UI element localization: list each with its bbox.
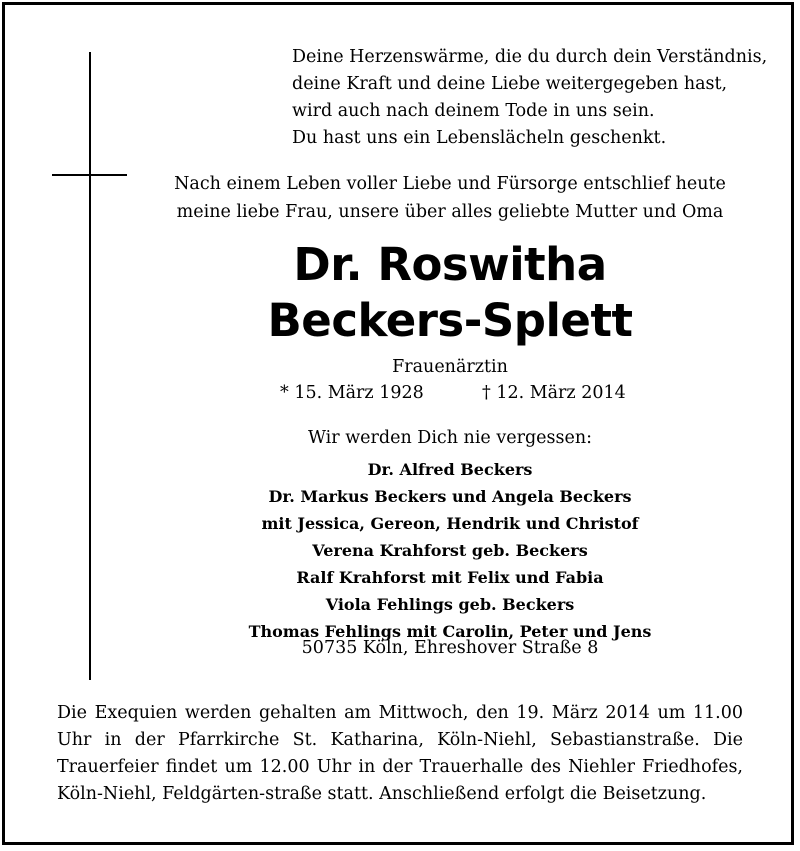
mourner-line: Dr. Alfred Beckers [367, 460, 533, 479]
memorial-verse [292, 44, 767, 152]
deceased-profession: Frauenärztin [392, 357, 508, 377]
mourners-heading: Wir werden Dich nie vergessen: [308, 428, 592, 448]
deceased-name-line2: Beckers-Splett [267, 294, 633, 347]
verse-line: deine Kraft und deine Liebe weitergegeben hast, [292, 74, 728, 94]
mourner-line: Verena Krahforst geb. Beckers [312, 541, 588, 560]
birth-date: * 15. März 1928 [280, 383, 424, 403]
death-date: † 12. März 2014 [482, 383, 626, 403]
funeral-service-details: Die Exequien werden gehalten am Mittwoch, den 19. März 2014 um 11.00 Uhr in der Pfarrkirche St. Katharina, Köln-Niehl, Sebastianstraße. Die Trauerfeier findet um 12.00 Uhr in der Trauerhalle des Niehler Friedhofes, Köln-Niehl, Feldgärten-straße statt. Anschließend erfolgt die Beisetzung. [57, 703, 743, 804]
death-announcement-intro [160, 170, 740, 226]
intro-line: meine liebe Frau, unsere über alles geliebte Mutter und Oma [176, 202, 724, 222]
intro-line: Nach einem Leben voller Liebe und Fürsorge entschlief heute [174, 174, 726, 194]
mourner-line: Dr. Markus Beckers und Angela Beckers [268, 487, 632, 506]
verse-line: Deine Herzenswärme, die du durch dein Verständnis, [292, 47, 768, 67]
cross-icon-horizontal-bar [52, 174, 127, 176]
mourners-list [160, 456, 740, 645]
verse-line: Du hast uns ein Lebenslächeln geschenkt. [292, 128, 667, 148]
mourner-line: Viola Fehlings geb. Beckers [325, 595, 575, 614]
mourner-line: mit Jessica, Gereon, Hendrik und Christof [261, 514, 639, 533]
cross-icon-vertical-bar [89, 52, 91, 680]
mourner-line: Thomas Fehlings mit Carolin, Peter und Jens [248, 622, 652, 641]
family-address: 50735 Köln, Ehreshover Straße 8 [301, 638, 599, 658]
verse-line: wird auch nach deinem Tode in uns sein. [292, 101, 655, 121]
deceased-name [160, 237, 740, 349]
mourner-line: Ralf Krahforst mit Felix und Fabia [296, 568, 604, 587]
deceased-name-line1: Dr. Roswitha [293, 238, 607, 291]
